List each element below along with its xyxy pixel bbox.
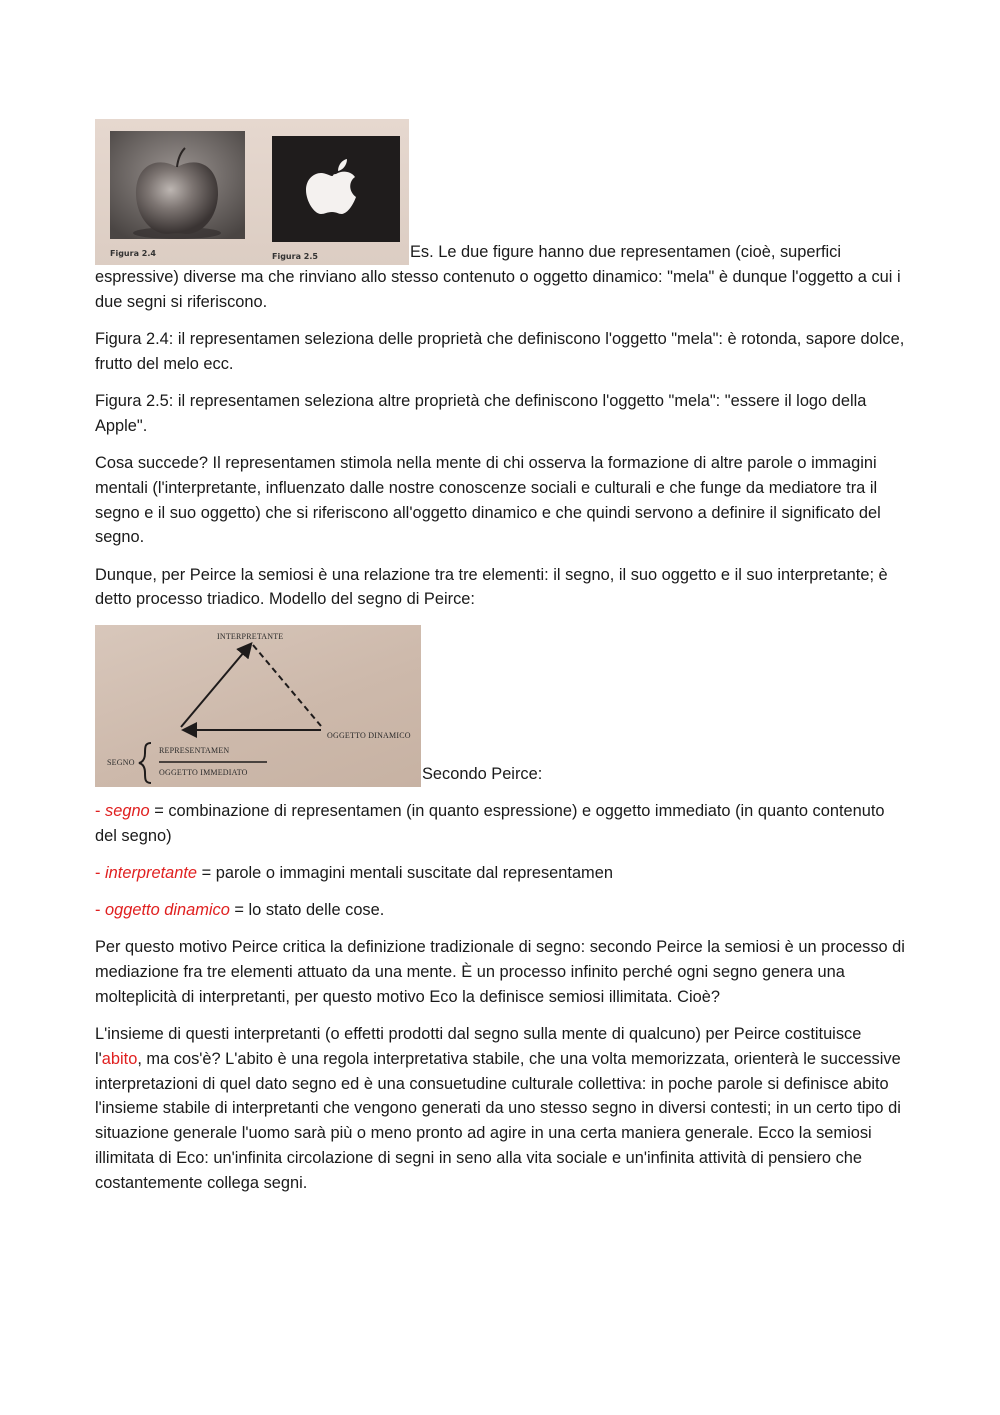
list-item-segno (95, 799, 905, 849)
peirce-intro-text: Secondo Peirce: (422, 764, 543, 783)
paragraph-intro (95, 119, 905, 315)
dashed-interpretante-to-object (253, 645, 321, 726)
paragraph-figure-2-5: Figura 2.5: il representamen seleziona altre proprietà che definiscono l'oggetto "mela": "essere il logo della Apple". (95, 391, 867, 435)
term-interpretante: interpretante (105, 863, 198, 882)
diagram-label-segno: SEGNO (107, 757, 135, 767)
paragraph-what-happens: Cosa succede? Il representamen stimola nella mente di chi osserva la formazione di altre parole o immagini mentali (l'interpretante, influenzato dalle nostre conoscenze sociali e culturali e che funge da mediatore tra il segno e il suo oggetto) che si riferiscono all'oggetto dinamico e che quindi servono a definire il significato del segno. (95, 453, 881, 547)
definition-oggetto-dinamico: = lo stato delle cose. (229, 901, 385, 920)
peirce-diagram-image (95, 625, 421, 787)
list-dash: - (95, 801, 106, 820)
definition-segno: = combinazione di representamen (in quanto espressione) e oggetto immediato (in quanto contenuto del segno) (95, 801, 885, 845)
figure-2-5-caption: Figura 2.5 (272, 252, 318, 261)
term-segno: segno (105, 801, 150, 820)
document-page (95, 119, 905, 1208)
arrow-sign-to-interpretante (181, 645, 250, 727)
logo-apple-shape (306, 172, 356, 214)
list-item-interpretante (95, 861, 905, 886)
list-dash: - (95, 863, 106, 882)
term-oggetto-dinamico: oggetto dinamico (105, 901, 230, 920)
term-abito: abito (101, 1049, 138, 1068)
apple-figures-image (95, 119, 409, 265)
diagram-label-oggetto-immediato: OGGETTO IMMEDIATO (159, 767, 248, 777)
paragraph-abito (95, 1022, 905, 1196)
apple-fruit-shape (136, 162, 218, 234)
paragraph-peirce-model (95, 625, 905, 787)
sign-brace (139, 743, 151, 783)
figure-2-4-caption: Figura 2.4 (110, 249, 156, 258)
abito-text-end: , ma cos'è? L'abito è una regola interpretativa stabile, che una volta memorizzata, orienterà le successive interpretazioni di quel dato segno ed è una consuetudine culturale collettiva: in poche parole si definisce abito l'insieme stabile di interpretanti che vengono generati da uno stesso segno in diversi contesti; in un certo tipo di situazione generale l'uomo sarà più o meno pronto ad agire in una certa maniera generale. Ecco la semiosi illimitata di Eco: un'infinita circolazione di segni in seno alla vita sociale e un'infinita attività di pensiero che costantemente collega segni. (95, 1049, 901, 1192)
list-dash: - (95, 901, 106, 920)
abito-text-start: L'insieme di questi interpretanti (o effetti prodotti dal segno sulla mente di qualcuno) per Peirce costituisce l' (95, 1025, 862, 1068)
diagram-label-interpretante: INTERPRETANTE (217, 631, 284, 641)
paragraph-semiosi-illimitata: Per questo motivo Peirce critica la definizione tradizionale di segno: secondo Peirce la semiosi è un processo di mediazione fra tre elementi attuato da una mente. È un processo infinito perché ogni segno genera una molteplicità di interpretanti, per questo motivo Eco la definisce semiosi illimitata. Cioè? (95, 938, 905, 1006)
paragraph-figure-2-4: Figura 2.4: il representamen seleziona delle proprietà che definiscono l'oggetto "mela": è rotonda, sapore dolce, frutto del melo ecc. (95, 329, 905, 373)
diagram-label-oggetto-dinamico: OGGETTO DINAMICO (327, 730, 411, 740)
definition-interpretante: = parole o immagini mentali suscitate dal representamen (197, 863, 613, 882)
list-item-oggetto-dinamico (95, 898, 905, 923)
paragraph-triadic: Dunque, per Peirce la semiosi è una relazione tra tre elementi: il segno, il suo oggetto e il suo interpretante; è detto processo triadico. Modello del segno di Peirce: (95, 565, 888, 609)
intro-text: Es. Le due figure hanno due representamen (cioè, superfici espressive) diverse ma che rinviano allo stesso contenuto o oggetto dinamico: "mela" è dunque l'oggetto a cui i due segni si riferiscono. (95, 243, 901, 311)
diagram-label-representamen: REPRESENTAMEN (159, 745, 230, 755)
peirce-triangle-diagram (95, 625, 421, 787)
